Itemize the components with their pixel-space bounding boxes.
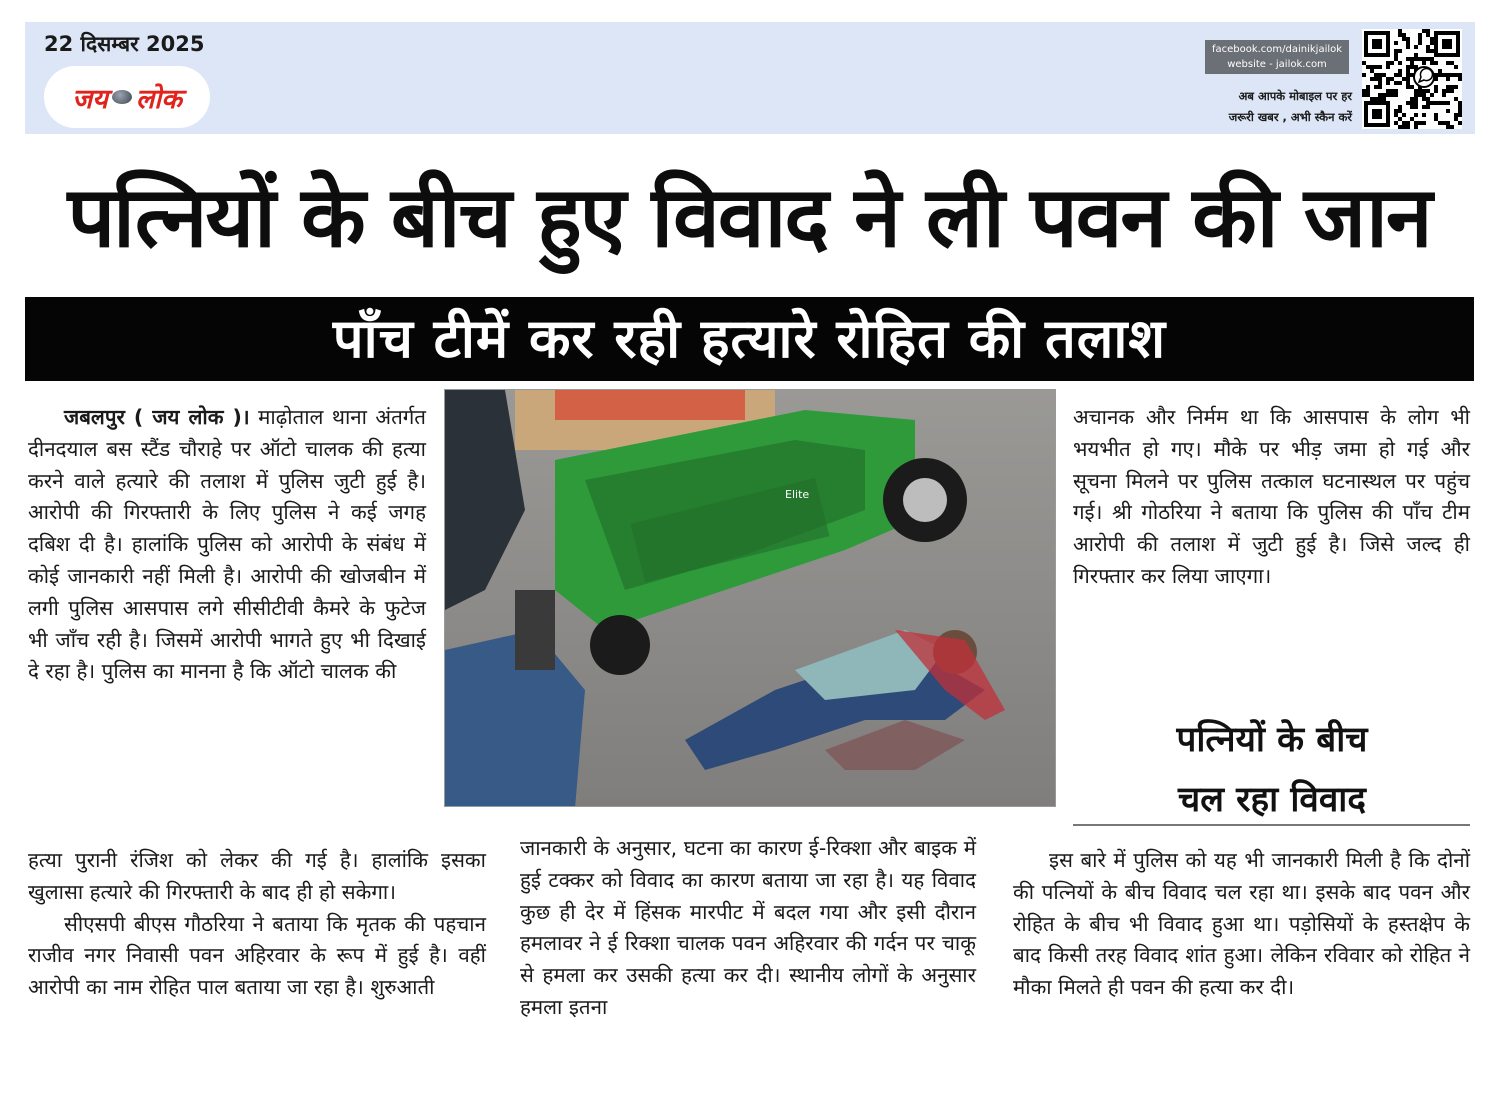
crosshead-rule [1073, 824, 1470, 826]
article-column-3-bottom [1013, 845, 1470, 1004]
logo-word-right: लोक [135, 83, 182, 115]
article-column-2 [520, 833, 976, 1024]
news-photo [444, 389, 1056, 807]
article-column-3-top [1073, 402, 1470, 593]
scan-prompt [1200, 86, 1352, 128]
article-paragraph: अचानक और निर्मम था कि आसपास के लोग भी भयभीत हो गए। मौके पर भीड़ जमा हो गई और सूचना मिलने पर पुलिस तत्काल घटनास्थल पर पहुंच गई। श्री गोठरिया ने बताया कि पुलिस की पाँच टीम आरोपी की तलाश में जुटी हुई है। जिसे जल्द ही गिरफ्तार कर लिया जाएगा। [1073, 405, 1470, 588]
article-paragraph: इस बारे में पुलिस को यह भी जानकारी मिली है कि दोनों की पत्नियों के बीच विवाद चल रहा था। इसके बाद पवन और रोहित के बीच भी विवाद हुआ था। पड़ोसियों के हस्तक्षेप के बाद किसी तरह विवाद शांत हुआ। लेकिन रविवार को रोहित ने मौका मिलते ही पवन की हत्या कर दी। [1013, 848, 1470, 1000]
newspaper-logo [44, 66, 210, 128]
website-link[interactable]: website - jailok.com [1227, 59, 1327, 70]
social-links-box [1205, 40, 1349, 74]
article-column-1-top [28, 402, 426, 688]
article-column-1-bottom [28, 845, 486, 1004]
crosshead-line-2: चल रहा विवाद [1178, 780, 1366, 820]
globe-icon [112, 90, 132, 104]
article-paragraph: जानकारी के अनुसार, घटना का कारण ई-रिक्शा और बाइक में हुई टक्कर को विवाद का कारण बताया जा रहा है। यह विवाद कुछ ही देर में हिंसक मारपीट में बदल गया और इसी दौरान हमलावर ने ई रिक्शा चालक पवन अहिरवार की गर्दन पर चाकू से हमला कर उसकी हत्या कर दी। स्थानीय लोगों के अनुसार हमला इतना [520, 836, 976, 1019]
dateline: जबलपुर ( जय लोक )। [64, 405, 250, 429]
main-headline: पत्नियों के बीच हुए विवाद ने ली पवन की जान [67, 168, 1431, 266]
subheadline: पाँच टीमें कर रही हत्यारे रोहित की तलाश [332, 307, 1167, 370]
qr-code-icon[interactable] [1362, 29, 1462, 129]
article-paragraph [28, 402, 426, 688]
article-paragraph: सीएसपी बीएस गौठरिया ने बताया कि मृतक की पहचान राजीव नगर निवासी पवन अहिरवार के रूप में हुई है। वहीं आरोपी का नाम रोहित पाल बताया जा रहा है। शुरुआती [28, 911, 486, 1000]
article-paragraph: हत्या पुरानी रंजिश को लेकर की गई है। हालांकि इसका खुलासा हत्यारे की गिरफ्तारी के बाद ही हो सकेगा। [28, 848, 486, 904]
scan-prompt-line2: जरूरी खबर , अभी स्कैन करें [1228, 110, 1352, 124]
issue-date: 22 दिसम्बर 2025 [44, 32, 205, 56]
article-text: माढ़ोताल थाना अंतर्गत दीनदयाल बस स्टैंड चौराहे पर ऑटो चालक की हत्या करने वाले हत्यारे की तलाश में पुलिस जुटी हुई है। आरोपी की गिरफ्तारी के लिए पुलिस ने कई जगह दबिश दी है। हालांकि पुलिस को आरोपी के संबंध में कोई जानकारी नहीं मिली है। आरोपी की खोजबीन में लगी पुलिस आसपास लगे सीसीटीवी कैमरे के फुटेज भी जाँच रही है। जिसमें आरोपी भागते हुए भी दिखाई दे रहा है। पुलिस का मानना है कि ऑटो चालक की [28, 405, 426, 684]
crosshead-line-1: पत्नियों के बीच [1176, 720, 1368, 760]
rickshaw-badge: Elite [785, 488, 810, 501]
facebook-link[interactable]: facebook.com/dainikjailok [1211, 44, 1343, 55]
logo-word-left: जय [72, 83, 108, 115]
scan-prompt-line1: अब आपके मोबाइल पर हर [1238, 89, 1352, 103]
